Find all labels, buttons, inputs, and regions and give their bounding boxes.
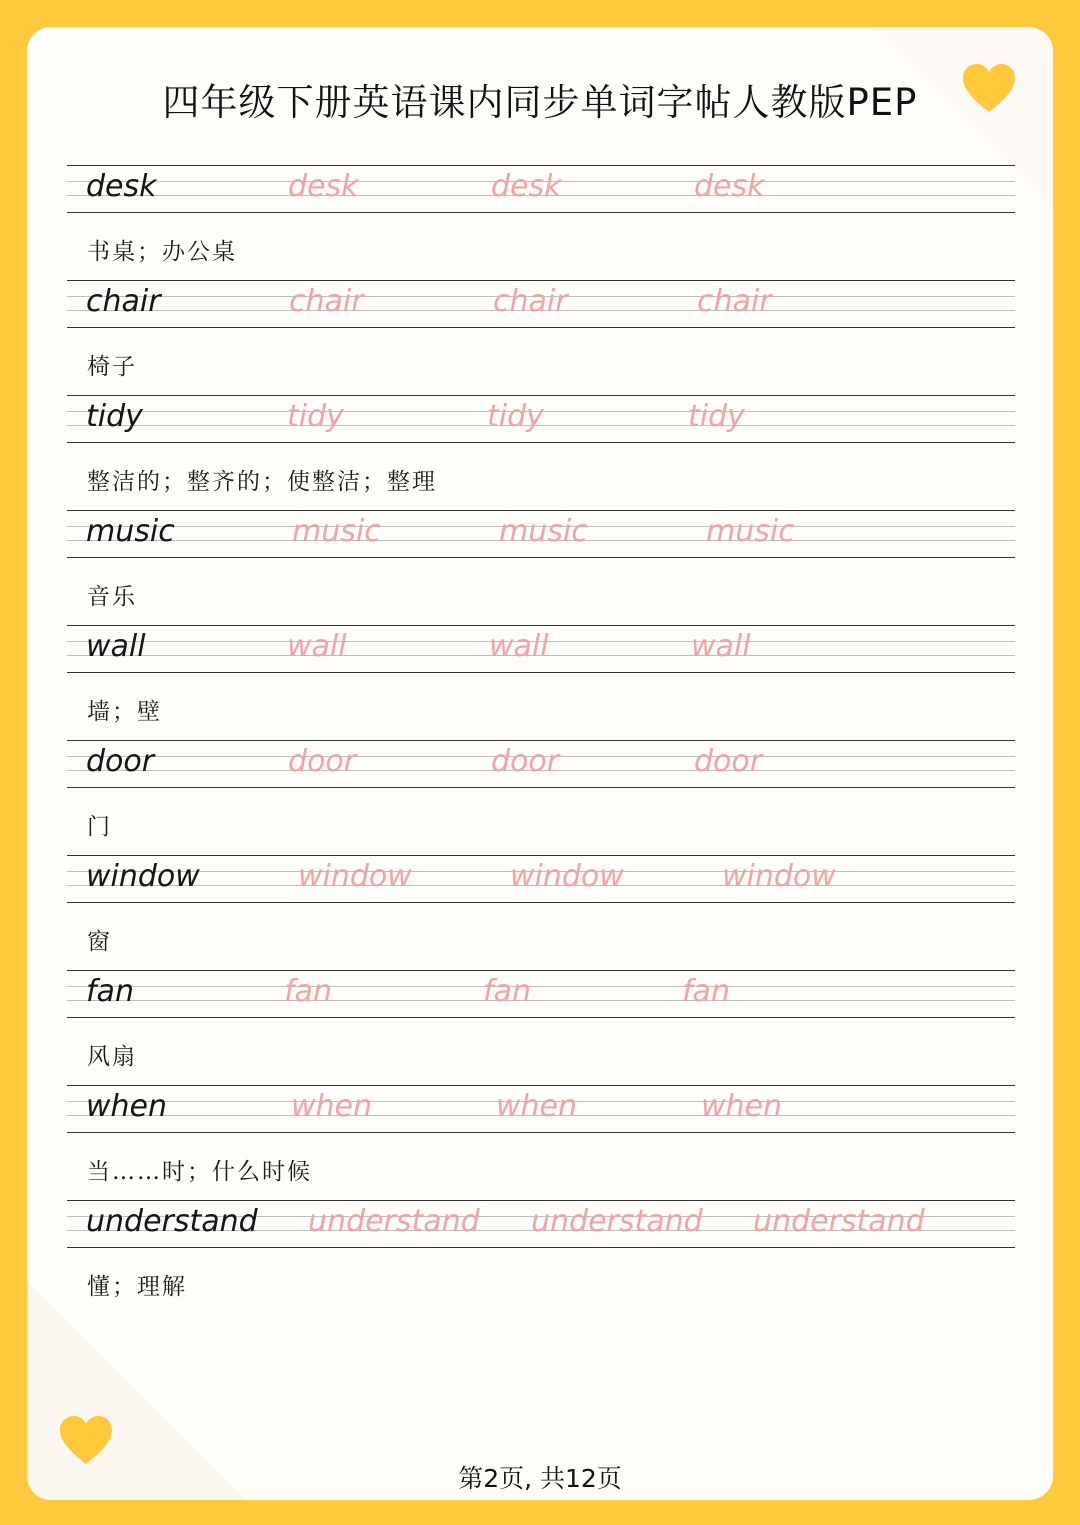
word-meaning: 窗 bbox=[87, 929, 112, 955]
trace-word: wall bbox=[489, 629, 549, 664]
word-meaning: 音乐 bbox=[87, 584, 137, 610]
word-meaning: 整洁的；整齐的；使整洁；整理 bbox=[87, 469, 437, 495]
word-entry bbox=[0, 970, 1080, 1085]
trace-word: desk bbox=[694, 169, 765, 204]
trace-word: understand bbox=[308, 1204, 480, 1239]
word-entry bbox=[0, 625, 1080, 740]
trace-word: window bbox=[722, 859, 836, 894]
word-entry bbox=[0, 1200, 1080, 1315]
trace-word: when bbox=[496, 1089, 578, 1124]
word-entry bbox=[0, 395, 1080, 510]
trace-word: music bbox=[706, 514, 795, 549]
trace-word: when bbox=[291, 1089, 373, 1124]
trace-word: chair bbox=[493, 284, 568, 319]
word-meaning: 书桌；办公桌 bbox=[87, 239, 237, 265]
word-entry bbox=[0, 165, 1080, 280]
word-meaning: 墙；壁 bbox=[87, 699, 162, 725]
trace-word: fan bbox=[682, 974, 730, 1009]
trace-word: chair bbox=[289, 284, 364, 319]
vocabulary-word: music bbox=[86, 514, 175, 549]
trace-word: door bbox=[694, 744, 763, 779]
word-meaning: 椅子 bbox=[87, 354, 137, 380]
word-meaning: 懂；理解 bbox=[87, 1274, 187, 1300]
trace-word: fan bbox=[483, 974, 531, 1009]
trace-word: door bbox=[491, 744, 560, 779]
word-meaning: 门 bbox=[87, 814, 112, 840]
trace-word: tidy bbox=[487, 399, 544, 434]
page-title: 四年级下册英语课内同步单词字帖人教版PEP bbox=[162, 81, 918, 124]
word-meaning: 风扇 bbox=[87, 1044, 137, 1070]
vocabulary-word: when bbox=[86, 1089, 168, 1124]
word-entry bbox=[0, 510, 1080, 625]
trace-word: desk bbox=[288, 169, 359, 204]
vocabulary-word: door bbox=[86, 744, 155, 779]
vocabulary-word: chair bbox=[86, 284, 161, 319]
vocabulary-word: wall bbox=[86, 629, 146, 664]
word-entry bbox=[0, 280, 1080, 395]
trace-word: music bbox=[292, 514, 381, 549]
trace-word: chair bbox=[697, 284, 772, 319]
vocabulary-word: tidy bbox=[86, 399, 143, 434]
trace-word: window bbox=[298, 859, 412, 894]
vocabulary-word: understand bbox=[86, 1204, 258, 1239]
trace-word: tidy bbox=[688, 399, 745, 434]
vocabulary-word: window bbox=[86, 859, 200, 894]
vocabulary-word: desk bbox=[86, 169, 157, 204]
trace-word: tidy bbox=[287, 399, 344, 434]
page-number: 第2页, 共12页 bbox=[458, 1464, 622, 1493]
heart-icon bbox=[961, 62, 1017, 114]
trace-word: wall bbox=[287, 629, 347, 664]
trace-word: when bbox=[701, 1089, 783, 1124]
trace-word: understand bbox=[753, 1204, 925, 1239]
word-meaning: 当……时；什么时候 bbox=[87, 1159, 312, 1185]
word-entry bbox=[0, 855, 1080, 970]
heart-icon bbox=[58, 1414, 114, 1466]
trace-word: desk bbox=[491, 169, 562, 204]
trace-word: wall bbox=[691, 629, 751, 664]
word-entry bbox=[0, 1085, 1080, 1200]
writing-guide-lines bbox=[67, 970, 1015, 1018]
trace-word: door bbox=[288, 744, 357, 779]
trace-word: music bbox=[499, 514, 588, 549]
trace-word: window bbox=[510, 859, 624, 894]
vocabulary-word: fan bbox=[86, 974, 134, 1009]
word-entry bbox=[0, 740, 1080, 855]
trace-word: fan bbox=[284, 974, 332, 1009]
trace-word: understand bbox=[531, 1204, 703, 1239]
